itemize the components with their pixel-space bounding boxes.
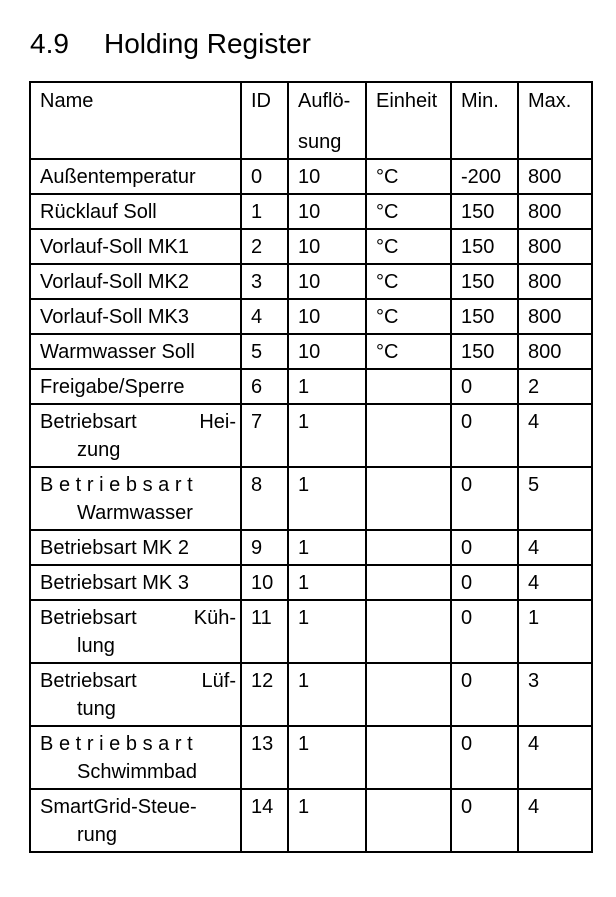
cell-name-line2: Warmwasser <box>77 502 193 524</box>
table-row <box>30 264 592 299</box>
cell-max: 2 <box>518 369 592 404</box>
cell-name-line2: tung <box>77 698 116 720</box>
cell-max: 800 <box>518 194 592 229</box>
header-min: Min. <box>451 82 518 159</box>
section-number: 4.9 <box>30 28 69 59</box>
cell-max: 800 <box>518 159 592 194</box>
table-row <box>30 194 592 229</box>
cell-name: Freigabe/Sperre <box>30 369 241 404</box>
table-row <box>30 369 592 404</box>
table-row <box>30 726 592 789</box>
cell-name: Außentemperatur <box>30 159 241 194</box>
cell-name: Betriebsart MK 2 <box>30 530 241 565</box>
cell-resolution: 1 <box>288 726 366 789</box>
cell-name <box>30 789 241 852</box>
cell-id: 6 <box>241 369 288 404</box>
section-title: Holding Register <box>104 28 311 59</box>
cell-min: -200 <box>451 159 518 194</box>
cell-name: Betriebsart MK 3 <box>30 565 241 600</box>
cell-max: 4 <box>518 404 592 467</box>
cell-name <box>30 726 241 789</box>
header-resolution <box>288 82 366 159</box>
header-unit: Einheit <box>366 82 451 159</box>
cell-name <box>30 663 241 726</box>
cell-id: 1 <box>241 194 288 229</box>
cell-unit <box>366 530 451 565</box>
cell-max: 800 <box>518 264 592 299</box>
cell-id: 8 <box>241 467 288 530</box>
cell-id: 10 <box>241 565 288 600</box>
cell-min: 0 <box>451 789 518 852</box>
cell-min: 0 <box>451 600 518 663</box>
cell-name-line1: Betriebsart Küh- <box>40 607 236 629</box>
cell-min: 0 <box>451 530 518 565</box>
cell-unit: °C <box>366 334 451 369</box>
cell-max: 800 <box>518 299 592 334</box>
cell-min: 0 <box>451 369 518 404</box>
table-row <box>30 404 592 467</box>
cell-unit: °C <box>366 229 451 264</box>
cell-unit: °C <box>366 194 451 229</box>
cell-unit <box>366 369 451 404</box>
header-resolution-line1: Auflö- <box>298 90 351 112</box>
cell-max: 1 <box>518 600 592 663</box>
cell-resolution: 1 <box>288 369 366 404</box>
table-row <box>30 600 592 663</box>
cell-unit: °C <box>366 299 451 334</box>
cell-resolution: 10 <box>288 229 366 264</box>
cell-min: 0 <box>451 565 518 600</box>
header-resolution-line2: sung <box>298 131 342 153</box>
cell-min: 150 <box>451 334 518 369</box>
cell-min: 150 <box>451 264 518 299</box>
cell-id: 14 <box>241 789 288 852</box>
cell-name-line1: SmartGrid-Steue- <box>40 796 197 818</box>
cell-id: 0 <box>241 159 288 194</box>
cell-resolution: 1 <box>288 404 366 467</box>
section-heading <box>30 26 311 62</box>
cell-id: 2 <box>241 229 288 264</box>
cell-name: Vorlauf-Soll MK2 <box>30 264 241 299</box>
cell-max: 800 <box>518 229 592 264</box>
cell-name-line2: rung <box>77 824 118 846</box>
header-max: Max. <box>518 82 592 159</box>
cell-id: 3 <box>241 264 288 299</box>
cell-resolution: 10 <box>288 264 366 299</box>
cell-id: 13 <box>241 726 288 789</box>
cell-resolution: 1 <box>288 663 366 726</box>
cell-name <box>30 467 241 530</box>
header-name: Name <box>30 82 241 159</box>
cell-name-line1: Betriebsart Hei- <box>40 411 236 433</box>
table-row <box>30 789 592 852</box>
cell-unit: °C <box>366 159 451 194</box>
cell-min: 0 <box>451 467 518 530</box>
cell-name: Warmwasser Soll <box>30 334 241 369</box>
cell-name-line2: zung <box>77 439 121 461</box>
cell-id: 11 <box>241 600 288 663</box>
cell-id: 12 <box>241 663 288 726</box>
header-id: ID <box>241 82 288 159</box>
cell-resolution: 1 <box>288 600 366 663</box>
cell-unit: °C <box>366 264 451 299</box>
cell-unit <box>366 663 451 726</box>
cell-max: 4 <box>518 726 592 789</box>
cell-resolution: 1 <box>288 789 366 852</box>
table-row <box>30 159 592 194</box>
cell-name-line2: lung <box>77 635 115 657</box>
cell-max: 800 <box>518 334 592 369</box>
cell-unit <box>366 467 451 530</box>
cell-max: 4 <box>518 530 592 565</box>
cell-min: 0 <box>451 404 518 467</box>
cell-max: 3 <box>518 663 592 726</box>
cell-min: 150 <box>451 229 518 264</box>
table-row <box>30 299 592 334</box>
cell-id: 4 <box>241 299 288 334</box>
cell-min: 0 <box>451 726 518 789</box>
cell-unit <box>366 404 451 467</box>
cell-min: 0 <box>451 663 518 726</box>
cell-unit <box>366 565 451 600</box>
cell-id: 7 <box>241 404 288 467</box>
cell-resolution: 10 <box>288 334 366 369</box>
cell-resolution: 1 <box>288 467 366 530</box>
cell-name <box>30 404 241 467</box>
table-header-row <box>30 82 592 159</box>
table-row <box>30 467 592 530</box>
cell-name-line1: Betriebsart <box>40 474 199 496</box>
cell-resolution: 10 <box>288 194 366 229</box>
cell-resolution: 10 <box>288 299 366 334</box>
cell-name: Vorlauf-Soll MK3 <box>30 299 241 334</box>
table-row <box>30 530 592 565</box>
cell-id: 5 <box>241 334 288 369</box>
cell-unit <box>366 600 451 663</box>
cell-max: 5 <box>518 467 592 530</box>
cell-resolution: 1 <box>288 565 366 600</box>
cell-unit <box>366 726 451 789</box>
cell-name-line2: Schwimmbad <box>77 761 198 783</box>
cell-unit <box>366 789 451 852</box>
cell-min: 150 <box>451 194 518 229</box>
table-row <box>30 565 592 600</box>
cell-name-line1: Betriebsart Lüf- <box>40 670 236 692</box>
cell-max: 4 <box>518 565 592 600</box>
cell-name: Rücklauf Soll <box>30 194 241 229</box>
holding-register-table <box>29 81 593 853</box>
table-row <box>30 663 592 726</box>
cell-max: 4 <box>518 789 592 852</box>
table-row <box>30 229 592 264</box>
cell-id: 9 <box>241 530 288 565</box>
cell-name <box>30 600 241 663</box>
cell-resolution: 10 <box>288 159 366 194</box>
table-row <box>30 334 592 369</box>
cell-min: 150 <box>451 299 518 334</box>
cell-name-line1: Betriebsart <box>40 733 199 755</box>
cell-resolution: 1 <box>288 530 366 565</box>
cell-name: Vorlauf-Soll MK1 <box>30 229 241 264</box>
